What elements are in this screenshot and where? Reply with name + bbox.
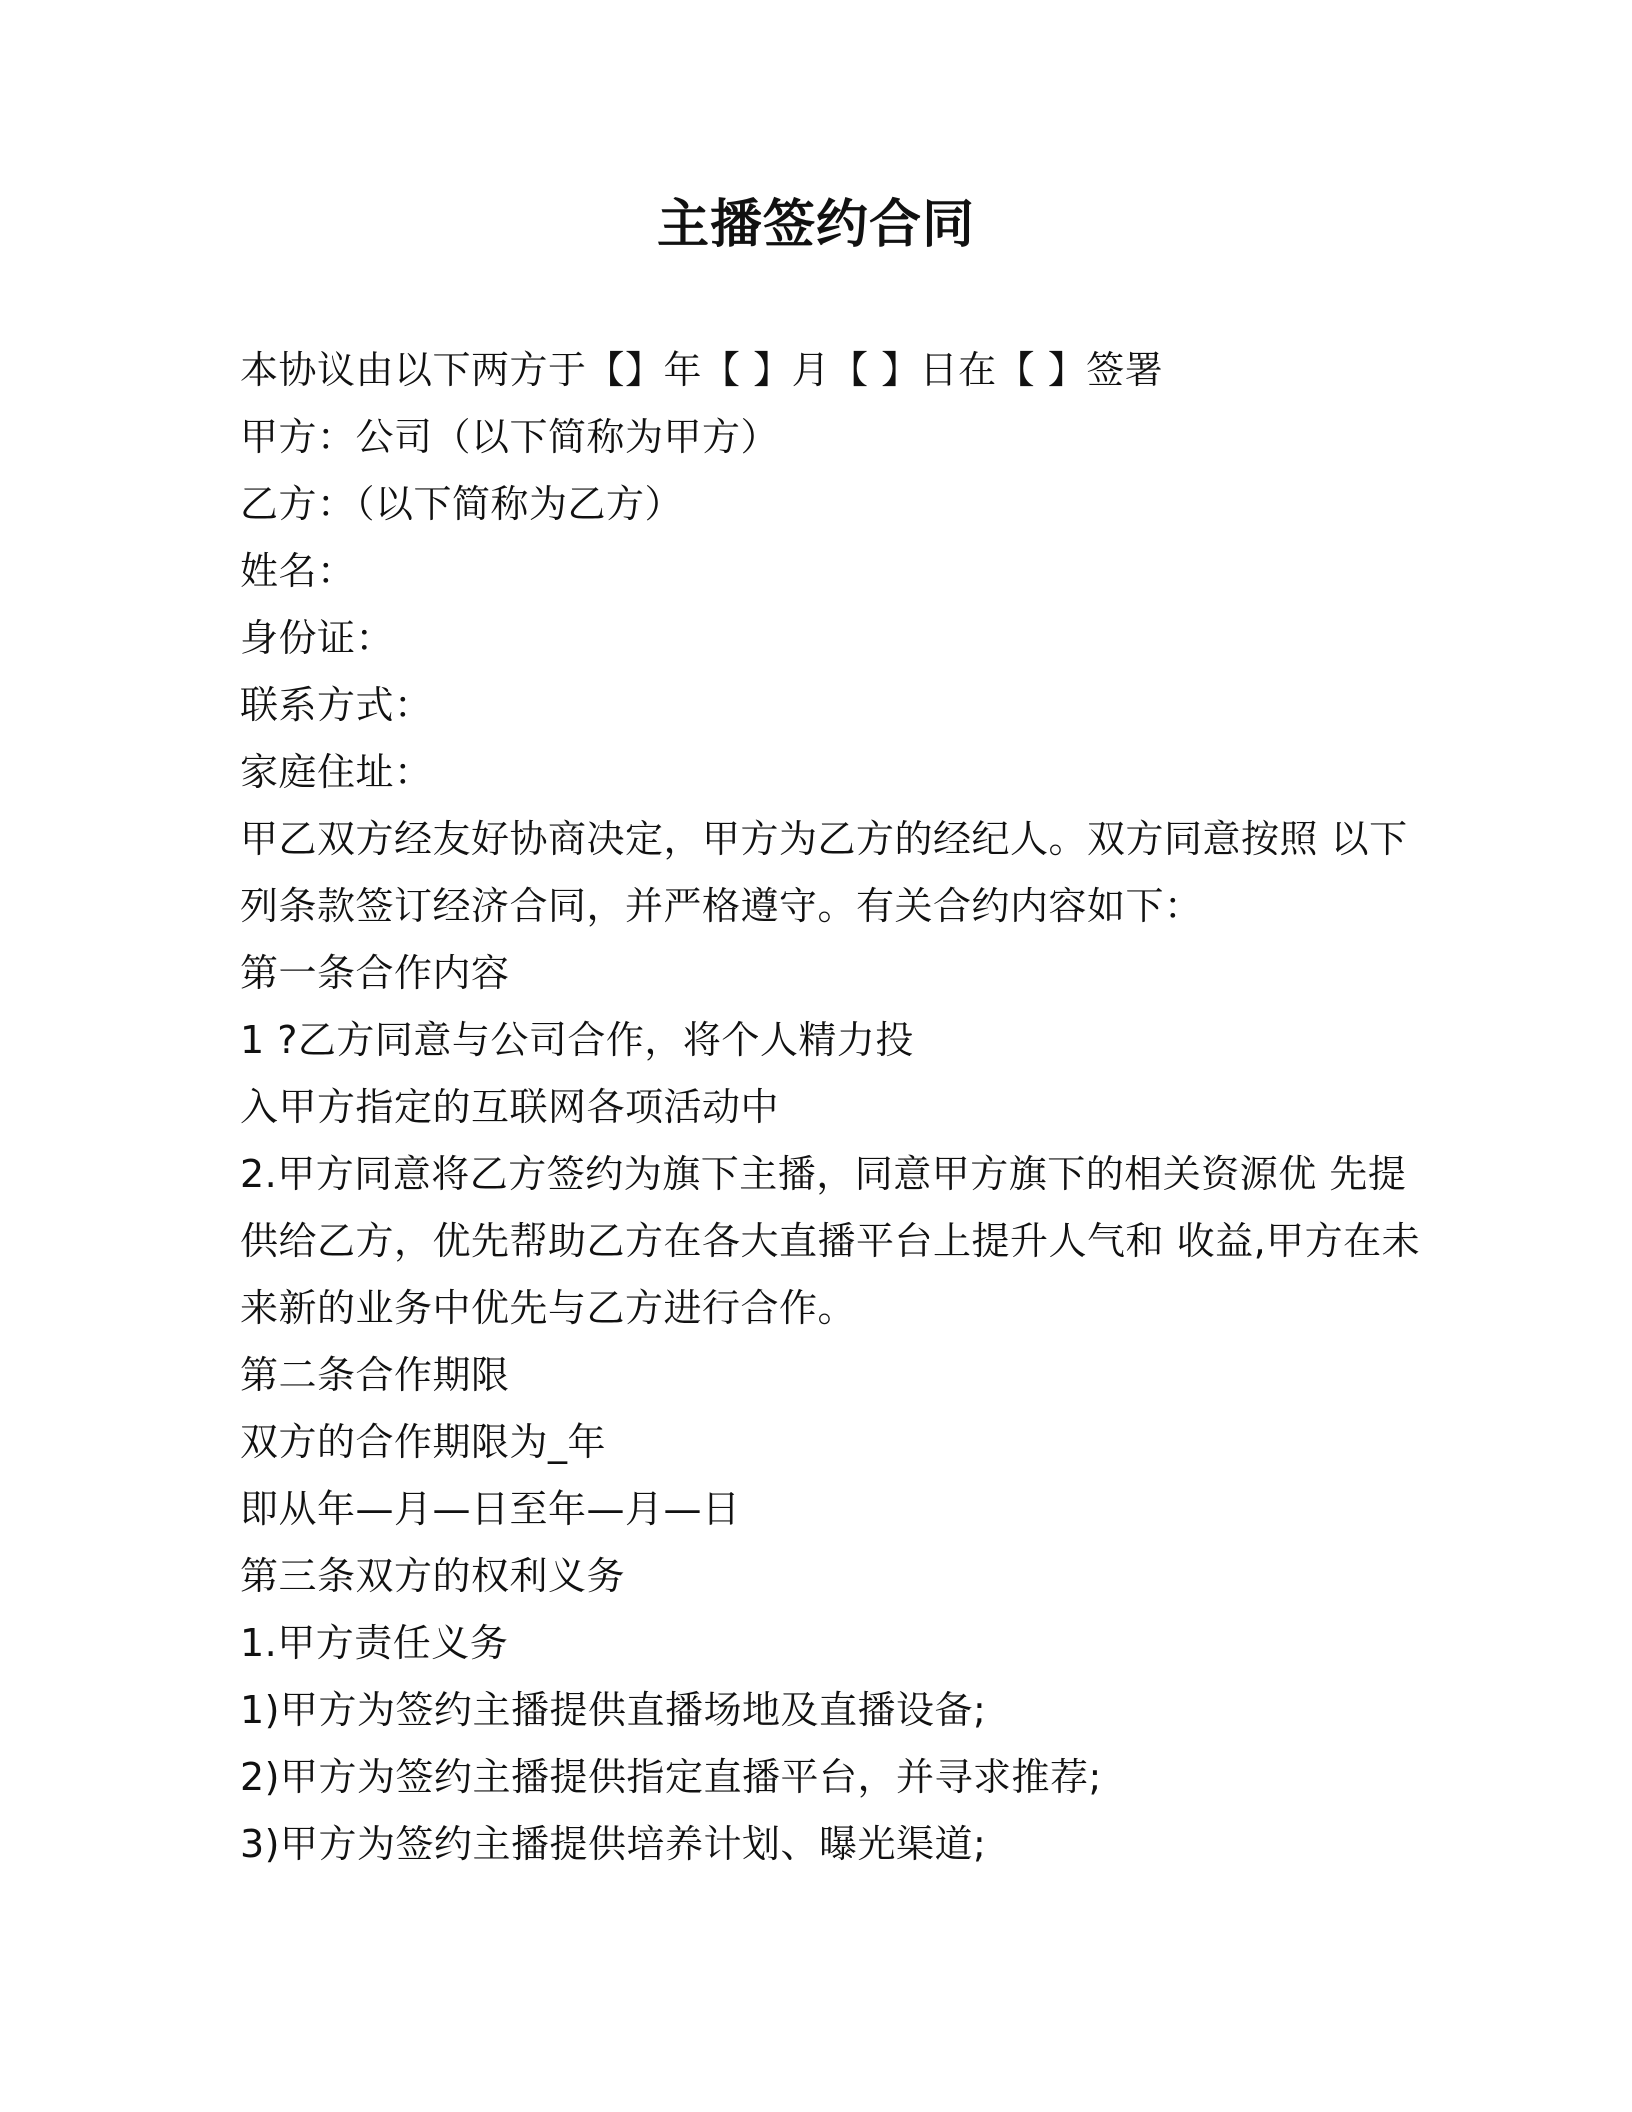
paragraph-line: 1.甲方责任义务 xyxy=(240,1621,509,1665)
address-field: 家庭住址： xyxy=(240,750,433,794)
paragraph-line: 1 ?乙方同意与公司合作，将个人精力投 xyxy=(240,1018,914,1062)
list-item: 1)甲方为签约主播提供直播场地及直播设备; xyxy=(240,1688,987,1732)
list-item: 3)甲方为签约主播提供培养计划、曝光渠道; xyxy=(240,1822,987,1866)
article-3-heading: 第三条双方的权利义务 xyxy=(240,1554,626,1598)
document-title: 主播签约合同 xyxy=(656,195,975,255)
name-field: 姓名： xyxy=(240,549,356,593)
document-body xyxy=(240,337,1421,1878)
paragraph-line: 甲乙双方经友好协商决定，甲方为乙方的经纪人。双方同意按照 以下 xyxy=(240,817,1408,861)
paragraph-line: 入甲方指定的互联网各项活动中 xyxy=(240,1085,780,1129)
paragraph-line: 列条款签订经济合同，并严格遵守。有关合约内容如下： xyxy=(240,884,1203,928)
paragraph-line: 供给乙方，优先帮助乙方在各大直播平台上提升人气和 收益,甲方在未 xyxy=(240,1219,1421,1263)
article-2-heading: 第二条合作期限 xyxy=(240,1353,510,1397)
signing-date-line: 本协议由以下两方于【】年【 】月【 】日在【 】签署 xyxy=(240,348,1164,392)
paragraph-line: 即从年—月—日至年—月—日 xyxy=(240,1487,741,1531)
party-b-line: 乙方：（以下简称为乙方） xyxy=(240,482,684,526)
paragraph-line: 双方的合作期限为_年 xyxy=(240,1420,607,1464)
paragraph-line: 来新的业务中优先与乙方进行合作。 xyxy=(240,1286,857,1330)
party-a-line: 甲方：公司（以下简称为甲方） xyxy=(240,415,780,459)
contact-field: 联系方式： xyxy=(240,683,433,727)
list-item: 2)甲方为签约主播提供指定直播平台，并寻求推荐; xyxy=(240,1755,1102,1799)
article-1-heading: 第一条合作内容 xyxy=(240,951,510,995)
paragraph-line: 2.甲方同意将乙方签约为旗下主播，同意甲方旗下的相关资源优 先提 xyxy=(240,1152,1407,1196)
id-card-field: 身份证： xyxy=(240,616,395,660)
